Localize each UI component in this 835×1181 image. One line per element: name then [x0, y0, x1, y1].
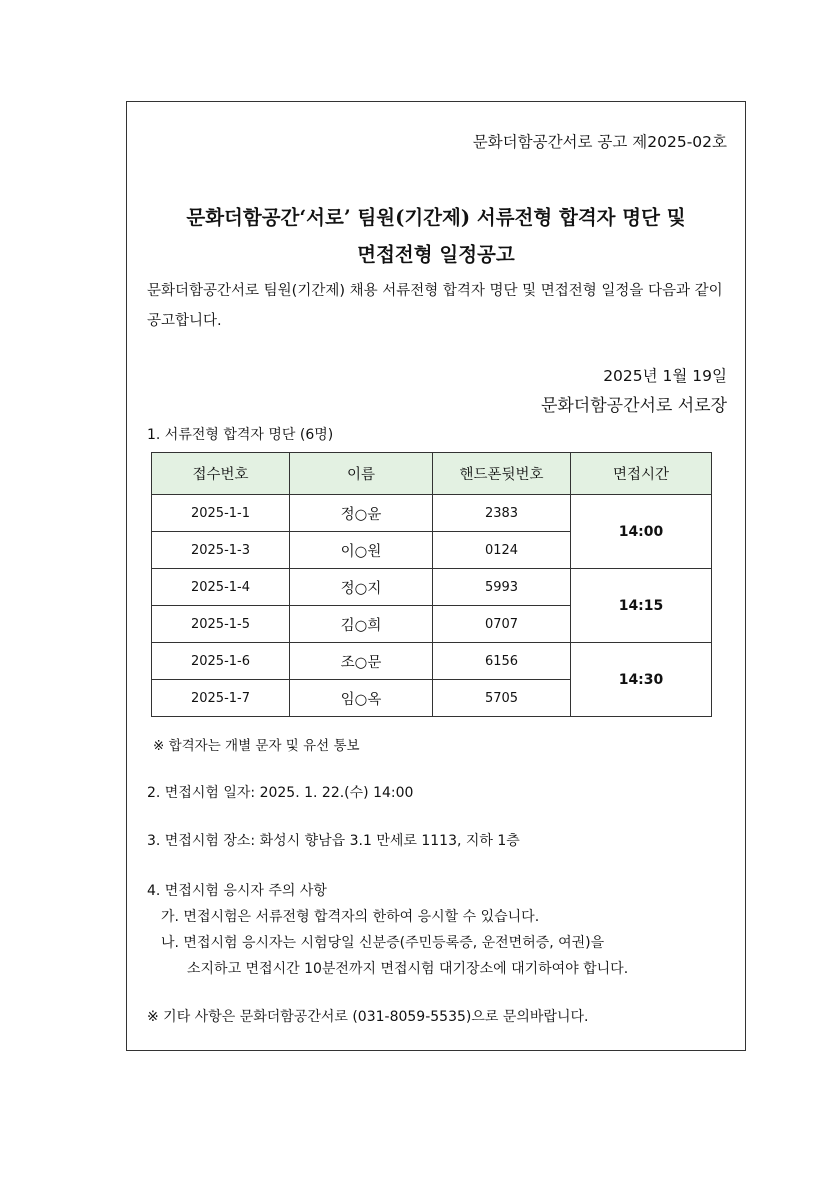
- column-header-name: 이름: [290, 453, 433, 495]
- announcement-date: 2025년 1월 19일: [603, 367, 727, 385]
- table-header-row: [152, 453, 712, 495]
- applicant-name: 임○옥: [290, 680, 433, 717]
- column-header-id: 접수번호: [152, 453, 290, 495]
- applicant-phone: 5993: [433, 569, 571, 606]
- section2-interview-date: 2. 면접시험 일자: 2025. 1. 22.(수) 14:00: [147, 785, 414, 801]
- document-title-line2: 면접전형 일정공고: [357, 243, 515, 266]
- contact-note: ※ 기타 사항은 문화더함공간서로 (031-8059-5535)으로 문의바랍니다.: [147, 1009, 589, 1025]
- section1-heading: 1. 서류전형 합격자 명단 (6명): [147, 427, 334, 443]
- document-title-line1: 문화더함공간‘서로’ 팀원(기간제) 서류전형 합격자 명단 및: [186, 206, 686, 229]
- column-header-phone: 핸드폰뒷번호: [433, 453, 571, 495]
- table-row: [152, 643, 712, 680]
- section4-item-a: 가. 면접시험은 서류전형 합격자의 한하여 응시할 수 있습니다.: [161, 909, 540, 925]
- table-row: [152, 495, 712, 532]
- intro-paragraph: 문화더함공간서로 팀원(기간제) 채용 서류전형 합격자 명단 및 면접전형 일정을 다음과 같이 공고합니다.: [147, 283, 723, 329]
- applicant-id: 2025-1-5: [152, 606, 290, 643]
- table-row: [152, 569, 712, 606]
- notification-note: ※ 합격자는 개별 문자 및 유선 통보: [153, 738, 360, 754]
- applicant-name: 정○지: [290, 569, 433, 606]
- notice-frame: [126, 101, 746, 1051]
- applicant-id: 2025-1-1: [152, 495, 290, 532]
- column-header-time: 면접시간: [571, 453, 712, 495]
- applicant-phone: 0124: [433, 532, 571, 569]
- announcement-signer: 문화더함공간서로 서로장: [540, 396, 727, 416]
- notice-number: 문화더함공간서로 공고 제2025-02호: [472, 133, 727, 151]
- applicant-id: 2025-1-6: [152, 643, 290, 680]
- section4-item-b-line2: 소지하고 면접시간 10분전까지 면접시험 대기장소에 대기하여야 합니다.: [187, 961, 629, 977]
- applicant-name: 이○원: [290, 532, 433, 569]
- applicant-id: 2025-1-3: [152, 532, 290, 569]
- applicant-name: 정○윤: [290, 495, 433, 532]
- section4-item-b-line1: 나. 면접시험 응시자는 시험당일 신분증(주민등록증, 운전면허증, 여권)을: [161, 935, 605, 951]
- applicant-phone: 2383: [433, 495, 571, 532]
- section3-interview-location: 3. 면접시험 장소: 화성시 향남읍 3.1 만세로 1113, 지하 1층: [147, 833, 520, 849]
- applicant-name: 김○희: [290, 606, 433, 643]
- interview-time: 14:00: [571, 495, 712, 569]
- applicant-phone: 0707: [433, 606, 571, 643]
- interview-time: 14:30: [571, 643, 712, 717]
- applicant-name: 조○문: [290, 643, 433, 680]
- section4-heading: 4. 면접시험 응시자 주의 사항: [147, 883, 327, 899]
- applicant-table: [151, 452, 712, 717]
- applicant-phone: 6156: [433, 643, 571, 680]
- applicant-id: 2025-1-7: [152, 680, 290, 717]
- interview-time: 14:15: [571, 569, 712, 643]
- applicant-id: 2025-1-4: [152, 569, 290, 606]
- applicant-phone: 5705: [433, 680, 571, 717]
